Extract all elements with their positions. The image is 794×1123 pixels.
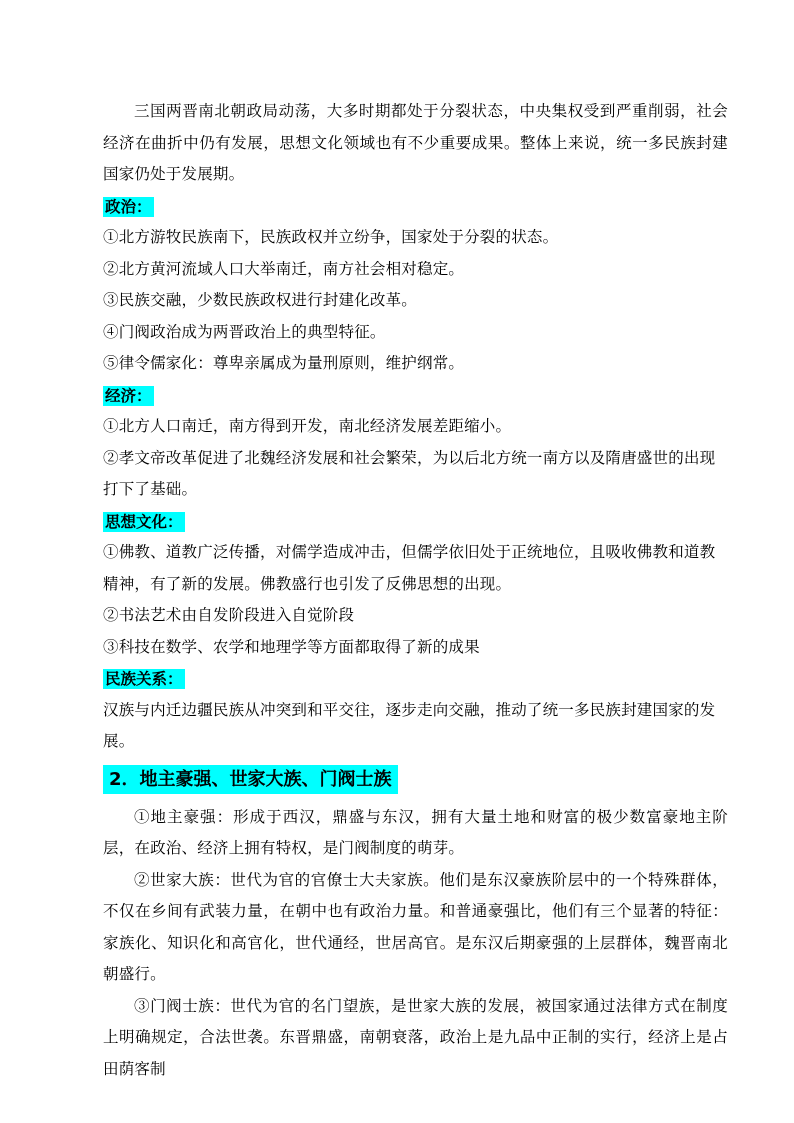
politics-item-2: ②北方黄河流域人口大举南迁，南方社会相对稳定。 [103,259,465,278]
politics-item-5: ⑤律令儒家化：尊卑亲属成为量刑原则，维护纲常。 [103,354,465,372]
culture-item-2: ②书法艺术由自发阶段进入自觉阶段 [103,606,355,624]
economy-item-1: ①北方人口南迁，南方得到开发，南北经济发展差距缩小。 [103,417,512,435]
culture-heading-row [103,506,728,538]
politics-item-1: ①北方游牧民族南下，民族政权并立纷争，国家处于分裂的状态。 [103,228,559,246]
politics-item-3: ③民族交融，少数民族政权进行封建化改革。 [103,291,418,309]
ethnic-heading-row [103,663,728,695]
section-2-title: 2．地主豪强、世家大族、门阀士族 [103,765,398,794]
culture-item-3: ③科技在数学、农学和地理学等方面都取得了新的成果 [103,637,480,656]
politics-heading: 政治： [105,197,152,216]
section-2-item-1: ①地主豪强：形成于西汉，鼎盛与东汉，拥有大量土地和财富的极少数富豪地主阶层，在政治、经济上拥有特权，是门阀制度的萌芽。 [103,807,728,857]
culture-heading: 思想文化： [105,512,183,531]
politics-item-4: ④门阀政治成为两晋政治上的典型特征。 [103,322,386,341]
ethnic-heading: 民族关系： [105,670,183,688]
economy-heading: 经济： [105,386,152,405]
politics-heading-row [103,191,728,223]
section-2-item-2: ②世家大族：世代为官的官僚士大夫家族。他们是东汉豪族阶层中的一个特殊群体，不仅在乡间有武装力量，在朝中也有政治力量。和普通豪强比，他们有三个显著的特征：家族化、知识化和高官化，世代通经，世居高官。是东汉后期豪强的上层群体，魏晋南北朝盛行。 [103,870,728,983]
economy-heading-row [103,380,728,412]
economy-item-2: ②孝文帝改革促进了北魏经济发展和社会繁荣，为以后北方统一南方以及隋唐盛世的出现打下了基础。 [103,448,716,498]
section-2-item-3: ③门阀士族：世代为官的名门望族，是世家大族的发展，被国家通过法律方式在制度上明确规定，合法世袭。东晋鼎盛，南朝衰落，政治上是九品中正制的实行，经济上是占田荫客制 [103,996,728,1078]
intro-paragraph: 三国两晋南北朝政局动荡，大多时期都处于分裂状态，中央集权受到严重削弱，社会经济在曲折中仍有发展，思想文化领域也有不少重要成果。整体上来说，统一多民族封建国家仍处于发展期。 [103,102,728,183]
section-2-title-row [103,760,728,800]
ethnic-paragraph: 汉族与内迁边疆民族从冲突到和平交往，逐步走向交融，推动了统一多民族封建国家的发展。 [103,700,716,750]
document-content [103,96,728,1085]
culture-item-1: ①佛教、道教广泛传播，对儒学造成冲击，但儒学依旧处于正统地位，且吸收佛教和道教精神，有了新的发展。佛教盛行也引发了反佛思想的出现。 [103,543,716,593]
